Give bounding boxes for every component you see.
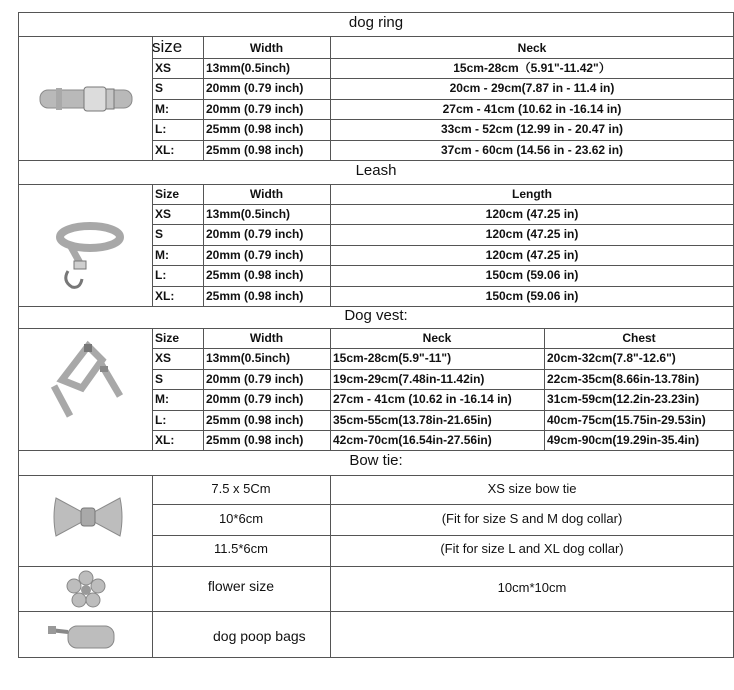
bowtie-icon [52,490,124,544]
flower-icon [66,570,106,608]
vest-width-cell: 25mm (0.98 inch) [206,433,304,447]
leash-length-cell: 150cm (59.06 in) [485,268,579,282]
vest-size-cell: S [155,372,164,386]
leash-size-cell: L: [155,268,167,282]
leash-header-width: Width [249,187,284,201]
collar-header-neck: Neck [517,41,547,55]
leash-icon [40,205,130,295]
leash-header-size: Size [155,187,180,201]
vest-width-cell: 20mm (0.79 inch) [206,392,304,406]
leash-length-cell: 120cm (47.25 in) [485,207,579,221]
vest-neck-cell: 27cm - 41cm (10.62 in -16.14 in) [333,392,512,406]
leash-length-cell: 120cm (47.25 in) [485,248,579,262]
collar-size-cell: M: [155,102,169,116]
collar-icon [36,78,136,120]
vest-width-cell: 20mm (0.79 inch) [206,372,304,386]
flower-label: flower size [207,578,275,594]
collar-size-cell: L: [155,122,167,136]
collar-neck-cell: 37cm - 60cm (14.56 in - 23.62 in) [440,143,624,157]
vest-neck-cell: 19cm-29cm(7.48in-11.42in) [333,372,485,386]
vest-width-cell: 25mm (0.98 inch) [206,413,304,427]
leash-width-cell: 25mm (0.98 inch) [206,268,304,282]
bowtie-dim-2: 10*6cm [218,511,264,526]
vest-chest-cell: 22cm-35cm(8.66in-13.78in) [547,372,700,386]
vest-header-chest: Chest [622,331,656,345]
leash-width-cell: 13mm(0.5inch) [206,207,291,221]
vest-chest-cell: 31cm-59cm(12.2in-23.23in) [547,392,700,406]
bowtie-desc-2: (Fit for size S and M dog collar) [441,511,623,526]
vest-chest-cell: 49cm-90cm(19.29in-35.4in) [547,433,700,447]
bowtie-dim-3: 11.5*6cm [214,541,268,556]
collar-width-cell: 20mm (0.79 inch) [206,81,304,95]
vest-header-width: Width [249,331,284,345]
collar-neck-cell: 20cm - 29cm(7.87 in - 11.4 in) [449,81,615,95]
collar-neck-cell: 15cm-28cm（5.91"-11.42"） [453,61,611,75]
vest-title: Dog vest: [344,307,408,324]
leash-size-cell: M: [155,248,169,262]
leash-size-cell: XS [155,207,172,221]
leash-width-cell: 25mm (0.98 inch) [206,289,304,303]
bowtie-title: Bow tie: [349,452,403,469]
collar-size-cell: XS [155,61,172,75]
collar-header-width: Width [249,41,284,55]
bowtie-desc-3: (Fit for size L and XL dog collar) [440,541,624,556]
vest-header-size: Size [155,331,180,345]
vest-size-cell: XS [155,351,172,365]
vest-header-neck: Neck [422,331,452,345]
vest-neck-cell: 42cm-70cm(16.54in-27.56in) [333,433,492,447]
vest-width-cell: 13mm(0.5inch) [206,351,291,365]
collar-neck-cell: 33cm - 52cm (12.99 in - 20.47 in) [440,122,624,136]
collar-title: dog ring [348,14,404,31]
collar-width-cell: 25mm (0.98 inch) [206,122,304,136]
leash-title: Leash [355,162,397,179]
poop-label: dog poop bags [213,628,306,644]
collar-size-cell: XL: [155,143,175,157]
vest-neck-cell: 15cm-28cm(5.9"-11") [333,351,452,365]
leash-length-cell: 150cm (59.06 in) [485,289,579,303]
collar-header-size: size [152,37,183,56]
leash-size-cell: S [155,227,164,241]
leash-length-cell: 120cm (47.25 in) [485,227,579,241]
collar-width-cell: 25mm (0.98 inch) [206,143,304,157]
collar-neck-cell: 27cm - 41cm (10.62 in -16.14 in) [442,102,622,116]
poop-bag-icon [46,616,126,654]
vest-icon [40,340,130,420]
vest-size-cell: XL: [155,433,175,447]
leash-header-length: Length [512,187,552,201]
bowtie-desc-1: XS size bow tie [487,481,577,496]
leash-width-cell: 20mm (0.79 inch) [206,227,304,241]
vest-chest-cell: 40cm-75cm(15.75in-29.53in) [547,413,706,427]
bowtie-dim-1: 7.5 x 5Cm [211,481,271,496]
vest-size-cell: L: [155,413,167,427]
leash-size-cell: XL: [155,289,175,303]
leash-width-cell: 20mm (0.79 inch) [206,248,304,262]
collar-width-cell: 20mm (0.79 inch) [206,102,304,116]
vest-neck-cell: 35cm-55cm(13.78in-21.65in) [333,413,492,427]
flower-value: 10cm*10cm [497,580,567,595]
vest-chest-cell: 20cm-32cm(7.8"-12.6") [547,351,676,365]
vest-size-cell: M: [155,392,169,406]
collar-size-cell: S [155,81,164,95]
collar-width-cell: 13mm(0.5inch) [206,61,291,75]
